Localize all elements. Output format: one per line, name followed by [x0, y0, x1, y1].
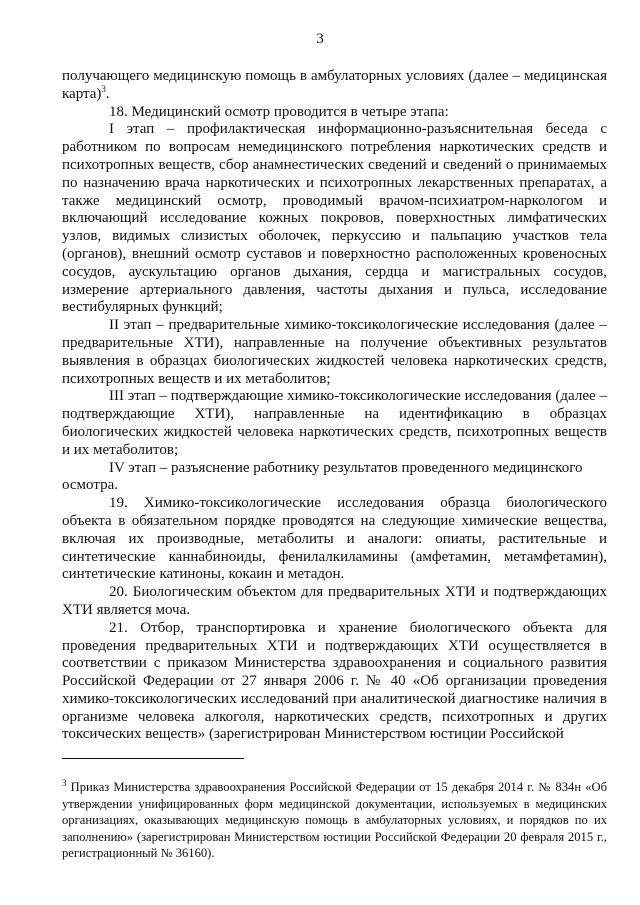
stage-4-first-line: IV этап – разъяснение работнику результатов проведенного медицинского: [109, 459, 583, 476]
footnote-reference: 3: [101, 83, 106, 94]
footnote-text: [62, 779, 607, 862]
stage-3-paragraph: III этап – подтверждающие химико-токсикологические исследования (далее – подтверждающие ХТИ), направленные на идентификацию в образцах биологических жидкостей человека наркотических средств, психотропных веществ и их метаболитов;: [62, 388, 607, 458]
page-number: 3: [316, 31, 324, 47]
footnote: [62, 779, 607, 862]
paragraph-20: 20. Биологическим объектом для предварительных ХТИ и подтверждающих ХТИ является моча.: [62, 584, 607, 618]
document-body: [62, 68, 607, 744]
paragraph-carryover: [62, 68, 607, 104]
paragraph-18: 18. Медицинский осмотр проводится в четыре этапа:: [109, 103, 449, 120]
stage-1-paragraph: I этап – профилактическая информационно-разъяснительная беседа с работником по вопросам немедицинского потребления наркотических средств и психотропных веществ, сбор анамнестических сведений и сведений о принимаемых по назначению врача наркотических и психотропных лекарственных препаратах, а также медицинский осмотр, проводимый врачом-психиатром-наркологом и включающий исследование кожных покровов, поверхностных лимфатических узлов, видимых слизистых оболочек, перкуссию и пальпацию участков тела (органов), внешний осмотр суставов и поверхностно расположенных кровеносных сосудов, аускультацию органов дыхания, сердца и магистральных сосудов, измерение артериального давления, частоты дыхания и пульса, исследование вестибулярных функций;: [62, 121, 607, 316]
footnote-body: Приказ Министерства здравоохранения Российской Федерации от 15 декабря 2014 г. № 834н «Об утверждении унифицированных форм медицинской документации, используемых в медицинских организациях, оказывающих медицинскую помощь в амбулаторных условиях, и порядков по их заполнению» (зарегистрирован Министерством юстиции Российской Федерации 20 февраля 2015 г., регистрационный № 36160).: [62, 780, 607, 861]
stage-2-paragraph: II этап – предварительные химико-токсикологические исследования (далее – предварительные ХТИ), направленные на получение объективных результатов выявления в образцах биологических жидкостей человека наркотических средств, психотропных веществ и их метаболитов;: [62, 317, 607, 387]
paragraph-19: 19. Химико-токсикологические исследования образца биологического объекта в обязательном порядке проводятся на следующие химические вещества, включая их производные, метаболиты и аналоги: опиаты, растительные и синтетические каннабиноиды, фенилалкиламины (амфетамин, метамфетамин), синтетические катиноны, кокаин и метадон.: [62, 495, 607, 583]
footnote-marker: 3: [62, 777, 67, 788]
paragraph-text: получающего медицинскую помощь в амбулаторных условиях (далее – медицинская карта): [62, 68, 607, 102]
paragraph-21: 21. Отбор, транспортировка и хранение биологического объекта для проведения предварительных ХТИ и подтверждающих ХТИ осуществляется в соответствии с приказом Министерства здравоохранения и социального развития Российской Федерации от 27 января 2006 г. № 40 «Об организации проведения химико-токсикологических исследований при аналитической диагностике наличия в организме человека алкоголя, наркотических средств, психотропных и других токсических веществ» (зарегистрирован Министерством юстиции Российской: [62, 619, 607, 743]
stage-4-paragraph: [62, 459, 607, 496]
footnote-separator: [62, 758, 244, 759]
stage-4-continuation: осмотра.: [62, 477, 118, 494]
paragraph-tail: .: [105, 85, 110, 102]
